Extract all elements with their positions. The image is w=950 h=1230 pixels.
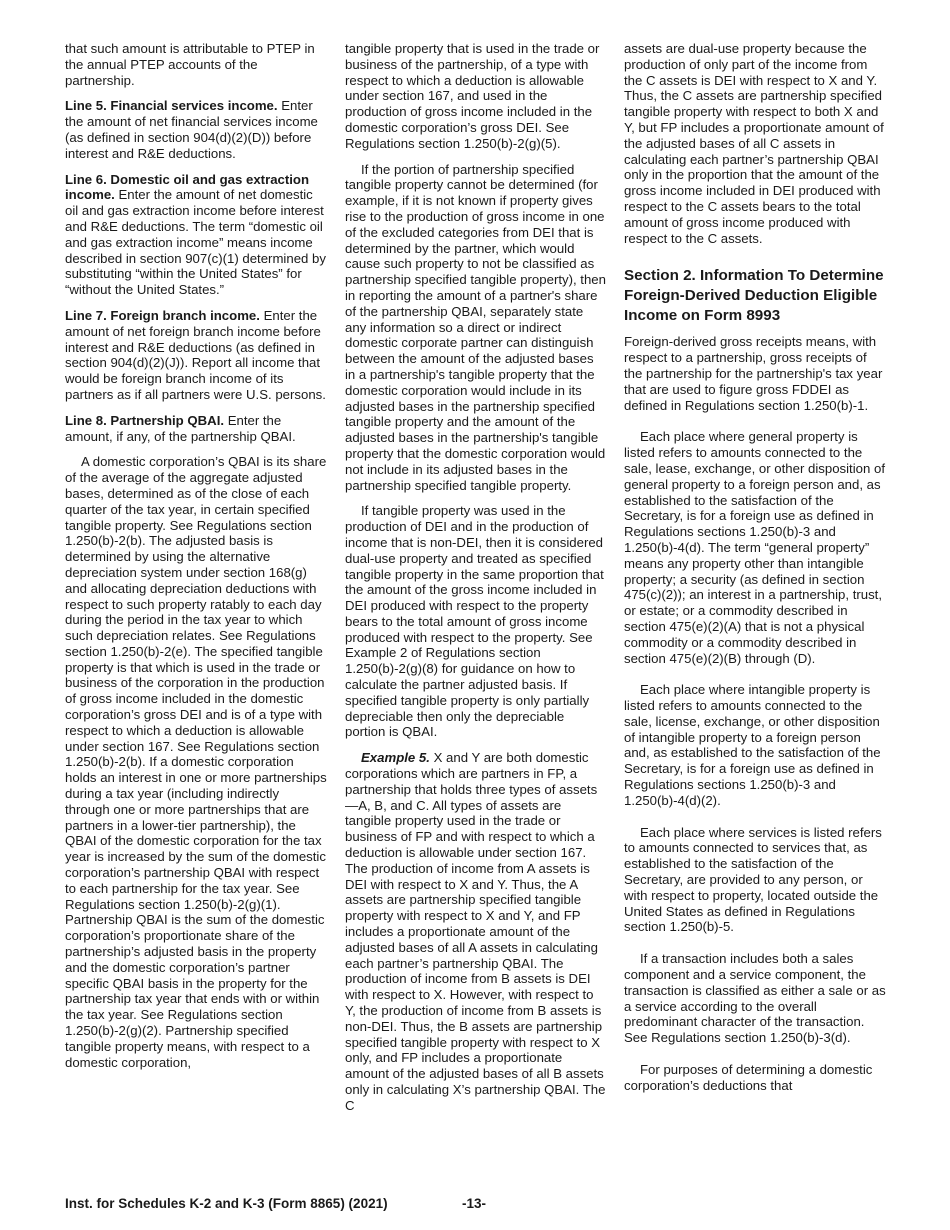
line-7-heading: Line 7. Foreign branch income.	[65, 307, 260, 323]
line-7-text: Enter the amount of net foreign branch income before interest and R&E deductions (as defined in section 904(d)(2)(J)). Report all income that would be foreign branch income of its partners as if all partners were U.S. persons.	[65, 307, 326, 402]
footer-title: Inst. for Schedules K-2 and K-3 (Form 8865) (2021)	[65, 1196, 388, 1211]
paragraph: tangible property that is used in the trade or business of the partnership, of a type with respect to which a deduction is allowable under section 167, and used in the production of gross income included in the domestic corporation’s gross DEI. See Regulations section 1.250(b)-2(g)(5).	[345, 41, 600, 151]
paragraph: If a transaction includes both a sales component and a service component, the transaction is classified as either a sale or as a service according to the overall predominant character of the transaction. See Regulations section 1.250(b)-3(d).	[624, 951, 886, 1046]
example-text: X and Y are both domestic corporations which are partners in FP, a partnership that holds three types of assets—A, B, and C. All types of assets are tangible property used in the trade or business of FP and with respect to which a deduction is allowable under section 167. The production of income from A assets is DEI with respect to X and Y. Thus, the A assets are partnership specified tangible property with respect to X and Y, and FP includes a proportionate amount of the adjusted bases of all A assets in calculating each partner’s partnership QBAI. The production of income from B assets is DEI with respect to X. However, with respect to Y, the production of income from B assets is non-DEI. Thus, the B assets are partnership specified tangible property with respect to X only, and FP includes a proportionate amount of the adjusted bases of all B assets only in calculating X’s partnership QBAI. The C	[345, 750, 606, 1113]
page-number: -13-	[462, 1196, 487, 1211]
column-3	[624, 41, 886, 1104]
line-5-heading: Line 5. Financial services income.	[65, 98, 278, 114]
paragraph: Each place where intangible property is listed refers to amounts connected to the sale, license, exchange, or other disposition of intangible property to a foreign person and, as established to the satisfaction of the Secretary, is for a foreign use as defined in Regulations sections 1.250(b)-3 and 1.250(b)-4(d)(2).	[624, 682, 881, 808]
paragraph: For purposes of determining a domestic corporation’s deductions that	[624, 1062, 873, 1093]
column-2	[345, 41, 607, 1124]
line-6-text: Enter the amount of net domestic oil and gas extraction income before interest and R&E deductions. The term “domestic oil and gas extraction income” means income described in section 907(c)(1) determined by substituting “within the United States” for “without the United States.”	[65, 187, 326, 298]
line-5-entry	[65, 98, 327, 161]
example-heading: Example 5.	[361, 750, 430, 766]
paragraph: Each place where general property is listed refers to amounts connected to the sale, lease, exchange, or other disposition of general property to a foreign person and, as established to the satisfaction of the Secretary, is for a foreign use as defined in Regulations sections 1.250(b)-3 and 1.250(b)-4(d). The term “general property” means any property other than intangible property; a security (as defined in section 475(c)(2)); an interest in a partnership, trust, or estate; or a commodity described in section 475(e)(2)(A) that is not a physical commodity or a commodity described in section 475(e)(2)(B) through (D).	[624, 429, 885, 666]
line-8-heading: Line 8. Partnership QBAI.	[65, 412, 225, 428]
section-heading: Section 2. Information To Determine Foreign-Derived Deduction Eligible Income on Form 8993	[624, 267, 884, 325]
paragraph-qbai: A domestic corporation’s QBAI is its share of the average of the aggregate adjusted bases, determined as of the close of each quarter of the tax year, in certain specified tangible property. See Regulations section 1.250(b)-2(b). The adjusted basis is determined by using the alternative depreciation system under section 168(g) and allocating depreciation deductions with respect to such property ratably to each day during the period in the tax year to which such depreciation relates. See Regulations section 1.250(b)-2(e). The specified tangible property is that which is used in the trade or business of the corporation in the production of gross income included in the domestic corporation’s gross DEI and is of a type with respect to which a deduction is allowable under section 167. See Regulations section 1.250(b)-2(b). If a domestic corporation holds an interest in one or more partnerships during a tax year (including indirectly through one or more partnerships that are partners in a lower-tier partnership), the QBAI of the domestic corporation for the tax year is increased by the sum of the domestic corporation’s partnership QBAI with respect to each partnership for the tax year. See Regulations section 1.250(b)-2(g)(1). Partnership QBAI is the sum of the domestic corporation’s proportionate share of the partnership’s adjusted basis in the property and the domestic corporation’s partner specific QBAI basis in the property for the partnership tax year that ends with or within the tax year. See Regulations section 1.250(b)-2(g)(2). Partnership specified tangible property means, with respect to a domestic corporation,	[65, 454, 327, 1070]
line-6-heading: Line 6. Domestic oil and gas extraction income.	[65, 171, 310, 203]
paragraph: Foreign-derived gross receipts means, with respect to a partnership, gross receipts of the partnership for the partnership's tax year that are used to figure gross FDDEI as defined in Regulations section 1.250(b)-1.	[624, 334, 883, 413]
line-5-text: Enter the amount of net financial services income (as defined in section 904(d)(2)(D)) before interest and R&E deductions.	[65, 98, 318, 161]
line-6-entry	[65, 172, 327, 298]
paragraph: that such amount is attributable to PTEP in the annual PTEP accounts of the partnership.	[65, 41, 315, 88]
paragraph: If the portion of partnership specified tangible property cannot be determined (for example, if it is not known if property gives rise to the production of gross income in one of the excluded categories from DEI that is determined by the partner, which would cause such property to not be classified as partnership specified tangible property), then in reporting the amount of a partner's share of the partnership QBAI, separately state any information so a direct or indirect domestic corporate partner can distinguish between the amount of the adjusted bases in a partnership's tangible property that the domestic corporation would include in its adjusted bases in the partnership specified tangible property and the amount of the adjusted bases in the partnership's tangible property that the domestic corporation would not include in its adjusted bases in the partnership specified tangible property.	[345, 161, 606, 493]
paragraph: assets are dual-use property because the production of only part of the income from the C assets is DEI with respect to X and Y. Thus, the C assets are partnership specified tangible property with respect to both X and Y, but FP includes a proportionate amount of the adjusted bases of all C assets in calculating each partner’s partnership QBAI only in the proportion that the amount of the gross income included in DEI produced with respect to the C assets bears to the total amount of gross income produced with respect to the C assets.	[624, 41, 884, 246]
paragraph: Each place where services is listed refers to amounts connected to services that, as established to the satisfaction of the Secretary, are provided to any person, or with respect to property, located outside the United States as defined in Regulations section 1.250(b)-5.	[624, 824, 882, 935]
column-1	[65, 41, 327, 1080]
paragraph: If tangible property was used in the production of DEI and in the production of income that is non-DEI, then it is considered dual-use property and treated as specified tangible property in the same proportion that the amount of the gross income included in DEI produced with respect to the property bears to the total amount of gross income produced with respect to the property. See Example 2 of Regulations section 1.250(b)-2(g)(8) for guidance on how to calculate the partner adjusted basis. If specified tangible property is only partially depreciable then only the depreciable portion is QBAI.	[345, 503, 604, 740]
example-5	[345, 750, 607, 1113]
line-8-text: Enter the amount, if any, of the partnership QBAI.	[65, 412, 296, 444]
line-7-entry	[65, 308, 327, 403]
line-8-entry	[65, 413, 327, 445]
